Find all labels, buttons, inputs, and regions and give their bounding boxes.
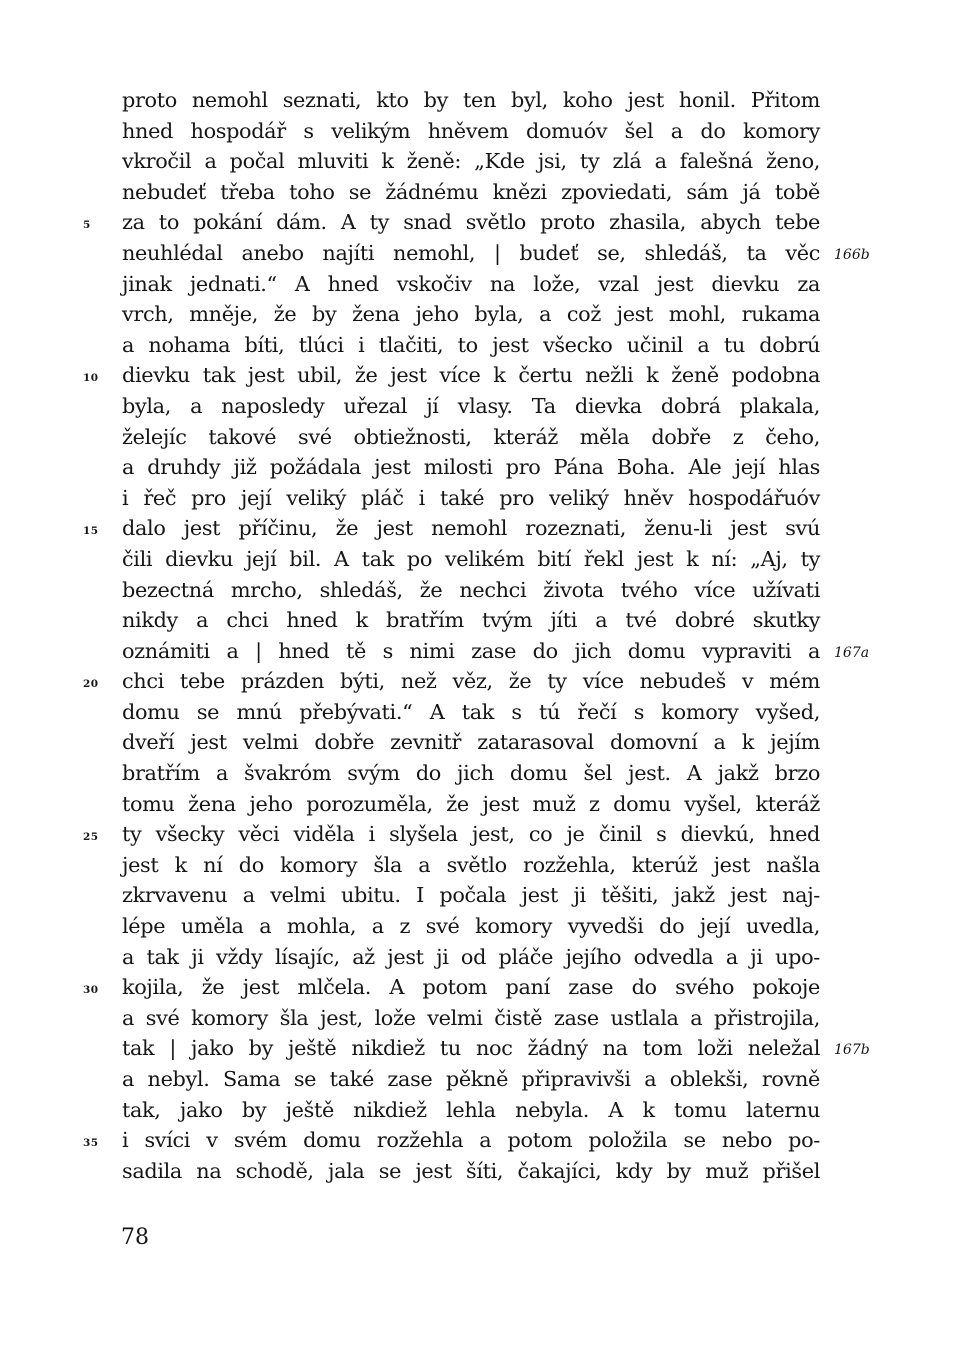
text-line — [83, 819, 820, 850]
line-number: 10 — [83, 372, 99, 385]
text-line — [122, 1033, 870, 1064]
line-text: bratřím a švakróm svým do jich domu šel jest. A jakž brzo — [122, 761, 820, 786]
line-text: byla, a naposledy uřezal jí vlasy. Ta dievka dobrá plakala, — [122, 393, 820, 418]
line-text: nebudeť třeba toho se žádnému knězi zpoviedati, sám já tobě — [122, 179, 820, 204]
line-number: 15 — [83, 525, 99, 538]
text-line — [122, 146, 820, 177]
text-line — [122, 758, 820, 789]
line-number: 35 — [83, 1137, 99, 1150]
line-number: 30 — [83, 984, 99, 997]
line-text: i řeč pro její veliký pláč i také pro veliký hněv hospodářuóv — [122, 485, 820, 510]
text-line — [83, 972, 820, 1003]
body-text — [83, 85, 870, 1186]
line-number: 20 — [83, 678, 99, 691]
line-text: a nebyl. Sama se také zase pěkně připravivši a oblekši, rovně — [122, 1067, 820, 1091]
line-text: vkročil a počal mluviti k ženě: „Kde jsi, ty zlá a falešná ženo, — [122, 149, 820, 174]
line-text: a nohama bíti, tlúci i tlačiti, to jest všecko učinil a tu dobrú — [122, 332, 820, 357]
line-text: jinak jednati.“ A hned vskočiv na lože, vzal jest dievku za — [122, 271, 820, 296]
line-text: vrch, mněje, že by žena jeho byla, a což jest mohl, rukama — [122, 302, 820, 327]
line-text: dveří jest velmi dobře zevnitř zatarasoval domovní a k jejím — [122, 730, 820, 755]
line-text: i svíci v svém domu rozžehla a potom položila se nebo po- — [122, 1128, 820, 1153]
line-text: tak, jako by ještě nikdiež lehla nebyla. A k tomu laternu — [122, 1097, 820, 1122]
page-number: 78 — [121, 1225, 149, 1250]
text-line — [122, 391, 820, 422]
text-line — [122, 789, 820, 820]
text-line — [122, 544, 820, 575]
text-line — [122, 727, 820, 758]
folio-reference: 166b — [834, 246, 870, 263]
line-text: želejíc takové své obtiežnosti, kteráž měla dobře z čeho, — [122, 424, 820, 449]
line-text: kojila, že jest mlčela. A potom paní zase do svého pokoje — [122, 975, 820, 1000]
line-text: lépe uměla a mohla, a z své komory vyvedši do její uvedla, — [122, 914, 820, 939]
line-text: oznámiti a | hned tě s nimi zase do jich domu vypraviti a — [122, 638, 820, 663]
text-line — [122, 850, 820, 881]
line-text: zkrvavenu a velmi ubitu. I počala jest ji těšiti, jakž jest naj- — [122, 883, 820, 908]
text-line — [122, 575, 820, 606]
text-line — [122, 422, 820, 453]
line-text: nikdy a chci hned k bratřím tvým jíti a tvé dobré skutky — [122, 608, 820, 633]
line-text: chci tebe prázden býti, než věz, že ty více nebudeš v mém — [122, 669, 820, 694]
line-text: bezectná mrcho, shledáš, že nechci života tvého více užívati — [122, 577, 820, 602]
line-text: a své komory šla jest, lože velmi čistě zase ustlala a přistrojila, — [122, 1005, 820, 1030]
text-line — [122, 1003, 820, 1034]
text-line — [122, 605, 820, 636]
line-text: tak | jako by ještě nikdiež tu noc žádný na tom loži neležal — [122, 1036, 820, 1061]
text-line — [122, 942, 820, 973]
text-line — [83, 513, 820, 544]
text-line — [122, 880, 820, 911]
line-text: jest k ní do komory šla a světlo rozžehla, kterúž jest našla — [122, 852, 820, 877]
text-line — [83, 666, 820, 697]
line-text: čili dievku její bil. A tak po velikém bití řekl jest k ní: „Aj, ty — [122, 546, 820, 571]
line-text: ty všecky věci viděla i slyšela jest, co je činil s dievkú, hned — [122, 822, 820, 847]
text-line — [122, 636, 870, 667]
line-text: neuhlédal anebo najíti nemohl, | budeť se, shledáš, ta věc — [122, 240, 820, 265]
line-text: a druhdy již požádala jest milosti pro Pána Boha. Ale její hlas — [122, 455, 820, 480]
text-line — [122, 1156, 820, 1187]
line-text: a tak ji vždy lísajíc, až jest ji od pláče jejího odvedla a ji upo- — [122, 944, 820, 969]
text-line — [83, 1125, 820, 1156]
line-text: proto nemohl seznati, kto by ten byl, koho jest honil. Přitom — [122, 88, 820, 112]
text-line — [122, 238, 870, 269]
text-line — [122, 452, 820, 483]
text-line — [122, 1095, 820, 1126]
line-number: 5 — [83, 219, 91, 232]
line-text: domu se mnú přebývati.“ A tak s tú řečí s komory vyšed, — [122, 699, 820, 724]
line-text: dievku tak jest ubil, že jest více k čertu nežli k ženě podobna — [122, 363, 820, 388]
text-line — [122, 299, 820, 330]
line-text: dalo jest příčinu, že jest nemohl rozeznati, ženu-li jest svú — [122, 516, 820, 541]
text-line — [122, 177, 820, 208]
line-text: tomu žena jeho porozuměla, že jest muž z domu vyšel, kteráž — [122, 791, 820, 816]
text-line — [83, 360, 820, 391]
text-line — [122, 116, 820, 147]
text-line — [122, 269, 820, 300]
text-line — [122, 1064, 820, 1095]
text-line — [122, 483, 820, 514]
text-line — [83, 207, 820, 238]
text-line — [122, 697, 820, 728]
text-line — [122, 85, 820, 116]
text-line — [122, 330, 820, 361]
line-number: 25 — [83, 831, 99, 844]
folio-reference: 167a — [834, 644, 870, 661]
line-text: sadila na schodě, jala se jest šíti, čakajíci, kdy by muž přišel — [122, 1158, 820, 1183]
line-text: za to pokání dám. A ty snad světlo proto zhasila, abych tebe — [122, 210, 820, 235]
folio-reference: 167b — [834, 1042, 870, 1059]
text-line — [122, 911, 820, 942]
line-text: hned hospodář s velikým hněvem domuóv šel a do komory — [122, 118, 820, 143]
